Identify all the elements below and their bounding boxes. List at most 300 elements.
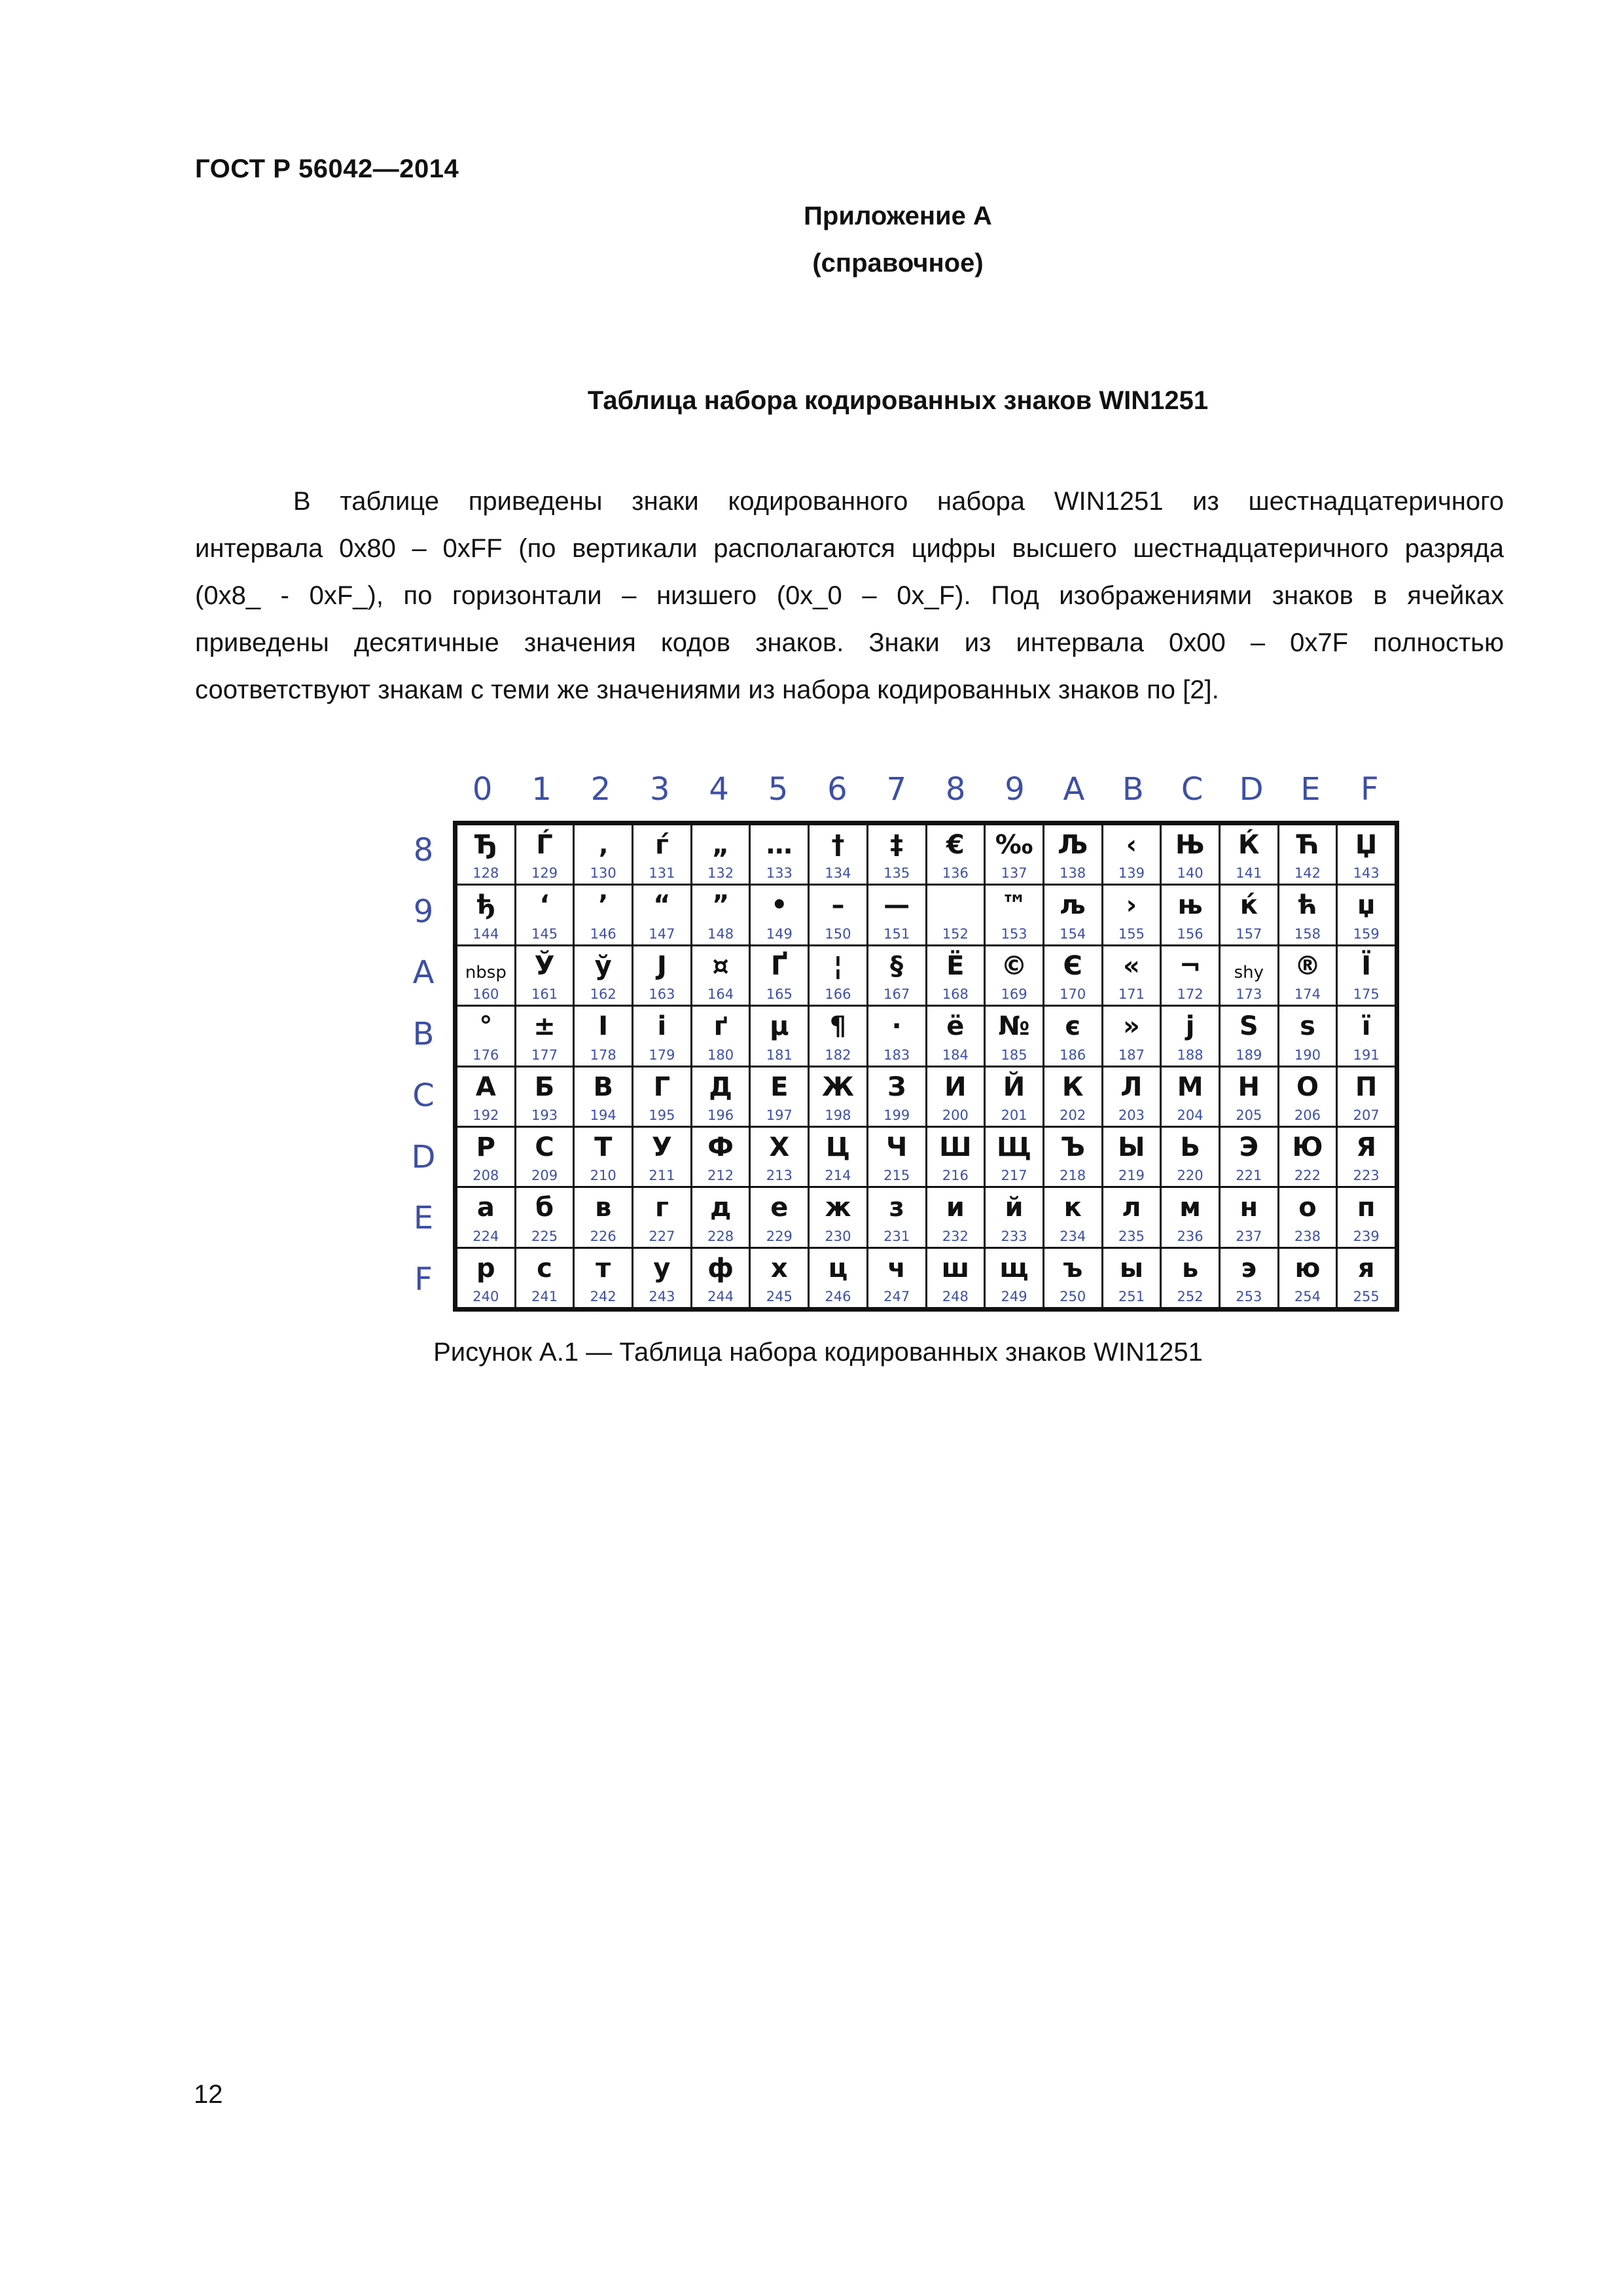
char-code: 133 (766, 865, 793, 882)
char-cell (1279, 886, 1336, 944)
char-code: 228 (707, 1228, 734, 1244)
char-glyph: с (537, 1253, 552, 1283)
char-cell (516, 1188, 573, 1246)
char-code: 222 (1294, 1168, 1321, 1184)
document-code: ГОСТ Р 56042—2014 (195, 154, 459, 183)
char-code: 211 (649, 1168, 675, 1184)
char-cell (692, 946, 749, 1005)
char-glyph: Ь (1180, 1132, 1200, 1162)
char-code: 187 (1118, 1047, 1145, 1063)
char-glyph: Њ (1175, 830, 1205, 860)
char-cell (1279, 1128, 1336, 1186)
char-glyph: І (598, 1011, 609, 1042)
column-header: A (1063, 771, 1085, 808)
char-glyph: Ц (825, 1132, 851, 1162)
char-code: 227 (649, 1228, 675, 1244)
char-code: 147 (649, 925, 675, 942)
char-glyph: Ў (534, 950, 555, 981)
char-glyph: є (1065, 1011, 1081, 1042)
char-cell (986, 1249, 1043, 1307)
char-glyph: Ј (656, 950, 667, 981)
char-code: 206 (1294, 1107, 1321, 1123)
char-cell (927, 1067, 984, 1126)
char-glyph: в (595, 1193, 612, 1223)
char-code: 201 (1001, 1107, 1027, 1123)
char-cell (692, 1128, 749, 1186)
char-cell (1279, 825, 1336, 884)
char-cell (575, 1067, 632, 1126)
char-cell (516, 1067, 573, 1126)
char-glyph: … (766, 830, 793, 860)
char-glyph: Ф (707, 1132, 734, 1162)
char-glyph: ” (711, 890, 730, 921)
char-glyph: “ (653, 890, 671, 921)
char-glyph: Ж (821, 1071, 854, 1102)
char-cell (1044, 1249, 1101, 1307)
char-code: 174 (1294, 986, 1321, 1003)
char-code: 209 (531, 1168, 558, 1184)
char-cell (1338, 1249, 1395, 1307)
char-glyph: М (1177, 1071, 1204, 1102)
char-glyph: ё (946, 1011, 965, 1042)
char-glyph: П (1355, 1071, 1378, 1102)
char-cell (516, 825, 573, 884)
char-code: 186 (1060, 1047, 1086, 1063)
char-cell (516, 1128, 573, 1186)
char-glyph: З (887, 1071, 906, 1102)
char-code: 249 (1001, 1289, 1027, 1304)
char-code: 171 (1118, 986, 1145, 1003)
char-glyph: ж (825, 1193, 851, 1223)
char-cell (1162, 825, 1219, 884)
column-header: 8 (945, 771, 966, 808)
char-glyph: ч (887, 1253, 906, 1283)
char-cell (1103, 1188, 1160, 1246)
char-cell (751, 1188, 808, 1246)
char-glyph: ‚ (598, 830, 609, 860)
char-code: 188 (1177, 1047, 1204, 1063)
char-glyph: њ (1177, 890, 1203, 921)
char-cell (986, 946, 1043, 1005)
char-glyph: ™ (1001, 890, 1027, 921)
char-cell (810, 1188, 866, 1246)
char-code: 141 (1236, 865, 1262, 882)
char-code: 223 (1353, 1168, 1380, 1184)
char-code: 182 (825, 1047, 851, 1063)
char-cell (457, 825, 514, 884)
char-cell (927, 1249, 984, 1307)
char-code: 129 (531, 865, 558, 882)
char-glyph: ќ (1240, 890, 1258, 921)
char-glyph: ъ (1063, 1253, 1083, 1283)
char-glyph: — (883, 890, 910, 921)
char-code: 221 (1236, 1168, 1262, 1184)
char-cell (927, 946, 984, 1005)
char-glyph: ¦ (833, 950, 843, 981)
char-cell (1279, 1067, 1336, 1126)
char-code: 237 (1236, 1228, 1262, 1244)
char-glyph: Љ (1058, 830, 1088, 860)
char-code: 204 (1177, 1107, 1204, 1123)
char-cell (457, 1007, 514, 1065)
char-code: 245 (766, 1289, 793, 1304)
char-code: 214 (825, 1168, 851, 1184)
char-cell (516, 1007, 573, 1065)
char-glyph: © (1001, 950, 1027, 981)
char-cell (1103, 1067, 1160, 1126)
char-code: 232 (942, 1228, 969, 1244)
char-glyph: ’ (598, 890, 609, 921)
char-glyph: „ (711, 830, 730, 860)
char-cell (751, 825, 808, 884)
char-cell (457, 886, 514, 944)
char-cell (1279, 1249, 1336, 1307)
char-glyph: ї (1361, 1011, 1371, 1042)
char-cell (633, 886, 690, 944)
char-glyph: Г (653, 1071, 671, 1102)
char-code: 191 (1353, 1047, 1380, 1063)
column-header: 0 (472, 771, 493, 808)
char-glyph: ю (1294, 1253, 1321, 1283)
char-code: 247 (883, 1289, 910, 1304)
column-header: 1 (531, 771, 552, 808)
char-glyph: і (657, 1011, 667, 1042)
column-header: 7 (886, 771, 907, 808)
char-code: 210 (590, 1168, 616, 1184)
char-code: 134 (825, 865, 851, 882)
char-glyph: И (944, 1071, 967, 1102)
char-cell (633, 1249, 690, 1307)
char-code: 190 (1294, 1047, 1321, 1063)
char-glyph: Є (1063, 950, 1082, 981)
char-cell (1221, 1067, 1277, 1126)
char-code: 250 (1060, 1289, 1086, 1304)
char-code: 181 (766, 1047, 793, 1063)
char-glyph: я (1357, 1253, 1375, 1283)
char-cell (1044, 886, 1101, 944)
column-header: 2 (590, 771, 611, 808)
char-code: 234 (1060, 1228, 1086, 1244)
char-cell (1338, 1188, 1395, 1246)
char-cell (575, 1249, 632, 1307)
char-glyph: а (476, 1193, 495, 1223)
char-cell (810, 1249, 866, 1307)
char-cell (927, 1128, 984, 1186)
row-header: F (414, 1261, 433, 1299)
char-glyph: ® (1294, 950, 1321, 981)
char-cell (810, 1067, 866, 1126)
char-glyph: н (1240, 1193, 1258, 1223)
char-code: 254 (1294, 1289, 1321, 1304)
column-header: C (1181, 771, 1204, 808)
char-cell (927, 1188, 984, 1246)
char-cell (1221, 1128, 1277, 1186)
char-cell (868, 1249, 925, 1307)
char-glyph: € (946, 830, 965, 860)
char-code: 164 (707, 986, 734, 1003)
char-glyph: № (998, 1011, 1030, 1042)
char-cell (1103, 946, 1160, 1005)
char-cell (1103, 825, 1160, 884)
char-glyph: ° (479, 1011, 493, 1042)
char-cell (868, 1128, 925, 1186)
char-glyph: к (1063, 1193, 1082, 1223)
char-cell (1338, 1128, 1395, 1186)
char-cell (986, 1188, 1043, 1246)
char-cell (1279, 1188, 1336, 1246)
char-code: 172 (1177, 986, 1204, 1003)
char-cell (633, 946, 690, 1005)
char-glyph: Н (1238, 1071, 1260, 1102)
char-cell (1221, 1007, 1277, 1065)
char-cell (751, 1007, 808, 1065)
char-cell (810, 886, 866, 944)
char-glyph: у (653, 1253, 671, 1283)
char-glyph: џ (1357, 890, 1376, 921)
char-glyph: л (1122, 1193, 1141, 1223)
char-code: 235 (1118, 1228, 1145, 1244)
annex-status: (справочное) (812, 249, 984, 278)
char-glyph: Б (534, 1071, 555, 1102)
char-glyph: ђ (476, 890, 495, 921)
char-code: 213 (766, 1168, 793, 1184)
char-cell (1338, 946, 1395, 1005)
char-cell (633, 1128, 690, 1186)
row-header: 8 (413, 831, 434, 869)
char-glyph: Ю (1292, 1132, 1323, 1162)
column-header: 4 (709, 771, 729, 808)
column-header: 3 (650, 771, 670, 808)
char-code: 179 (649, 1047, 675, 1063)
char-glyph: ¬ (1179, 950, 1202, 981)
char-cell (986, 1128, 1043, 1186)
char-code: 231 (883, 1228, 910, 1244)
char-code: 240 (473, 1289, 499, 1304)
char-code: 154 (1060, 925, 1086, 942)
char-glyph: А (475, 1071, 496, 1102)
paragraph-line: интервала 0x80 – 0xFF (по вертикали располагаются цифры высшего шестнадцатеричного разряда (195, 534, 1504, 563)
char-code: 185 (1001, 1047, 1027, 1063)
char-cell (1338, 825, 1395, 884)
column-header: D (1239, 771, 1264, 808)
char-code: 252 (1177, 1289, 1204, 1304)
char-code: 205 (1236, 1107, 1262, 1123)
column-header: F (1361, 771, 1379, 808)
char-cell (1221, 1249, 1277, 1307)
char-code: 143 (1353, 865, 1380, 882)
char-glyph: Џ (1355, 830, 1378, 860)
char-glyph: · (891, 1011, 902, 1042)
char-code: 253 (1236, 1289, 1262, 1304)
char-cell (1103, 1249, 1160, 1307)
char-cell (1338, 1067, 1395, 1126)
char-cell (457, 1188, 514, 1246)
char-glyph: ш (941, 1253, 970, 1283)
char-code: 220 (1177, 1168, 1204, 1184)
char-glyph: К (1061, 1071, 1084, 1102)
char-code: 217 (1001, 1168, 1027, 1184)
character-table (453, 821, 1399, 1312)
char-cell (692, 1249, 749, 1307)
char-code: 193 (531, 1107, 558, 1123)
char-code: 215 (883, 1168, 910, 1184)
char-cell (751, 946, 808, 1005)
char-glyph: Ї (1361, 950, 1372, 981)
char-glyph: ¤ (712, 950, 729, 981)
char-glyph: Ы (1118, 1132, 1145, 1162)
char-glyph: Ё (946, 950, 965, 981)
char-code: 153 (1001, 925, 1027, 942)
char-code: 242 (590, 1289, 616, 1304)
char-glyph: » (1122, 1011, 1140, 1042)
char-glyph: Ѕ (1239, 1011, 1258, 1042)
char-cell (633, 825, 690, 884)
char-cell (633, 1067, 690, 1126)
char-code: 170 (1060, 986, 1086, 1003)
char-cell (1221, 825, 1277, 884)
char-code: 216 (942, 1168, 969, 1184)
char-code: 226 (590, 1228, 616, 1244)
char-cell (1221, 1188, 1277, 1246)
char-glyph: ¶ (829, 1011, 847, 1042)
char-cell (692, 1188, 749, 1246)
char-code: 159 (1353, 925, 1380, 942)
char-glyph: О (1296, 1071, 1319, 1102)
char-glyph: Р (476, 1132, 495, 1162)
char-cell (868, 886, 925, 944)
char-cell (516, 1249, 573, 1307)
char-cell (575, 1128, 632, 1186)
char-code: 144 (473, 925, 499, 942)
char-code: 130 (590, 865, 616, 882)
char-code: 244 (707, 1289, 734, 1304)
char-code: 151 (883, 925, 910, 942)
figure-caption: Рисунок А.1 — Таблица набора кодированных знаков WIN1251 (433, 1338, 1203, 1367)
char-code: 194 (590, 1107, 616, 1123)
char-glyph: б (535, 1193, 554, 1223)
char-code: 255 (1353, 1289, 1380, 1304)
char-cell (868, 1007, 925, 1065)
row-header: C (412, 1077, 435, 1114)
char-code: 150 (825, 925, 851, 942)
char-cell (810, 1128, 866, 1186)
char-glyph: shy (1234, 962, 1264, 982)
char-code: 175 (1353, 986, 1380, 1003)
char-code: 248 (942, 1289, 969, 1304)
char-glyph: С (535, 1132, 554, 1162)
char-code: 149 (766, 925, 793, 942)
char-cell (692, 1067, 749, 1126)
column-header: B (1122, 771, 1144, 808)
char-glyph: љ (1060, 890, 1086, 921)
char-cell (1044, 1188, 1101, 1246)
char-cell (751, 1128, 808, 1186)
char-code: 196 (707, 1107, 734, 1123)
char-cell (633, 1007, 690, 1065)
char-code: 230 (825, 1228, 851, 1244)
char-cell (1162, 886, 1219, 944)
char-glyph: Х (769, 1132, 790, 1162)
char-code: 212 (707, 1168, 734, 1184)
char-cell (1338, 886, 1395, 944)
char-glyph: † (831, 830, 845, 860)
char-glyph: Я (1356, 1132, 1377, 1162)
char-code: 225 (531, 1228, 558, 1244)
char-code: 157 (1236, 925, 1262, 942)
char-cell (692, 886, 749, 944)
char-cell (1162, 1188, 1219, 1246)
char-code: 200 (942, 1107, 969, 1123)
char-code: 183 (883, 1047, 910, 1063)
char-glyph: ѓ (654, 830, 669, 860)
char-code: 167 (883, 986, 910, 1003)
paragraph-line: приведены десятичные значения кодов знаков. Знаки из интервала 0x00 – 0x7F полностью (195, 628, 1504, 657)
char-cell (1221, 946, 1277, 1005)
char-code: 233 (1001, 1228, 1027, 1244)
char-code: 202 (1060, 1107, 1086, 1123)
char-code: 140 (1177, 865, 1204, 882)
char-code: 152 (942, 925, 969, 942)
char-code: 138 (1060, 865, 1086, 882)
char-cell (575, 946, 632, 1005)
section-title: Таблица набора кодированных знаков WIN1251 (587, 386, 1209, 415)
char-code: 176 (473, 1047, 499, 1063)
char-code: 189 (1236, 1047, 1262, 1063)
char-cell (751, 1067, 808, 1126)
char-code: 207 (1353, 1107, 1380, 1123)
char-code: 239 (1353, 1228, 1380, 1244)
char-code: 173 (1236, 986, 1262, 1003)
char-cell (868, 1067, 925, 1126)
char-cell (1044, 1007, 1101, 1065)
char-code: 197 (766, 1107, 793, 1123)
char-glyph: › (1126, 890, 1137, 921)
char-glyph: е (770, 1193, 789, 1223)
char-glyph: Д (709, 1071, 732, 1102)
char-glyph: µ (770, 1011, 789, 1042)
annex-title: Приложение А (804, 202, 992, 230)
char-glyph: ф (707, 1253, 734, 1283)
char-glyph: Э (1239, 1132, 1258, 1162)
char-cell (1279, 1007, 1336, 1065)
char-cell (575, 825, 632, 884)
char-glyph: Ћ (1296, 830, 1319, 860)
char-cell (810, 1007, 866, 1065)
char-glyph: ь (1181, 1253, 1199, 1283)
char-cell (457, 1249, 514, 1307)
char-cell (927, 825, 984, 884)
page-number: 12 (194, 2080, 223, 2109)
paragraph-line: В таблице приведены знаки кодированного набора WIN1251 из шестнадцатеричного (293, 487, 1504, 516)
char-cell (810, 946, 866, 1005)
char-cell (1044, 825, 1101, 884)
char-code: 243 (649, 1289, 675, 1304)
char-glyph: ћ (1298, 890, 1317, 921)
char-cell (575, 1007, 632, 1065)
char-glyph: ‘ (539, 890, 550, 921)
char-cell (751, 886, 808, 944)
row-header: D (411, 1138, 436, 1175)
char-glyph: Ч (885, 1132, 908, 1162)
char-cell (516, 946, 573, 1005)
char-code: 161 (531, 986, 558, 1003)
paragraph-line: (0x8_ - 0xF_), по горизонтали – низшего (0x_0 – 0x_F). Под изображениями знаков в ячейках (195, 581, 1504, 610)
char-code: 148 (707, 925, 734, 942)
char-glyph: э (1241, 1253, 1257, 1283)
char-code: 128 (473, 865, 499, 882)
char-cell (1221, 886, 1277, 944)
char-glyph: Л (1120, 1071, 1143, 1102)
